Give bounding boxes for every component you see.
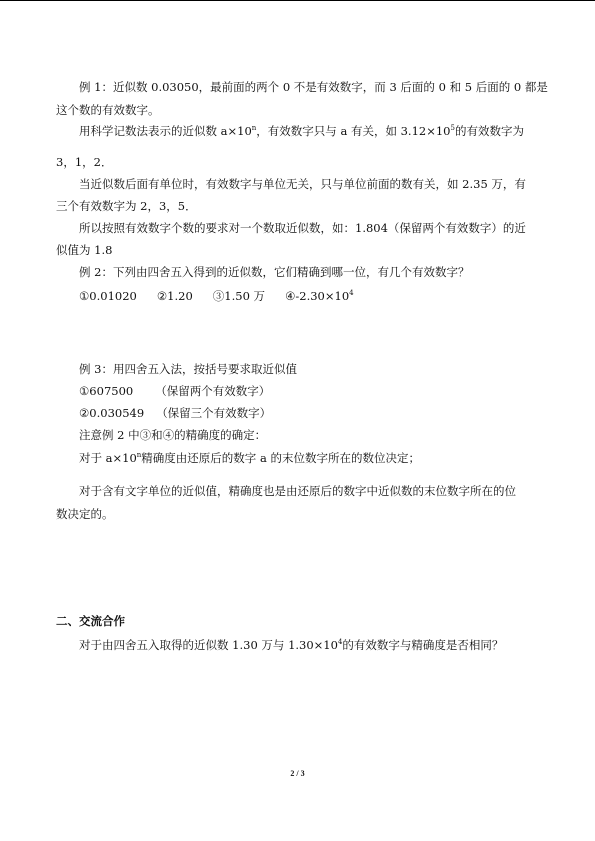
example3-item2: ②0.030549 （保留三个有效数字）: [79, 406, 272, 420]
example2-item: ②1.20: [156, 289, 193, 303]
page-top-border: [0, 0, 595, 1]
example2-item: ③1.50 万: [212, 289, 266, 303]
example3-item1: ①607500 （保留两个有效数字）: [79, 384, 271, 398]
precision-rule2-line2: 数决定的。: [56, 507, 114, 521]
scientific-notation-line: 用科学记数法表示的近似数 $a\times 10^n$，有效数字只与 a 有关，如 $3.12\times 10^5$的有效数字为: [79, 124, 524, 138]
note-line: 注意例 2 中③和④的精确度的确定：: [79, 428, 267, 442]
scientific-notation-digits: 3，1，2．: [56, 155, 113, 169]
unit-rule-line1: 当近似数后面有单位时，有效数字与单位无关，只与单位前面的数有关，如 2.35 万，有: [79, 177, 526, 191]
precision-rule2-line1: 对于含有文字单位的近似值，精确度也是由还原后的数字中近似数的末位数字所在的位: [79, 484, 516, 498]
example2-item: ①0.01020: [79, 289, 137, 303]
precision-rule-line: 对于 $a\times 10^n$精确度由还原后的数字 a 的末位数字所在的数位决定；: [79, 451, 420, 465]
requirement-line2: 似值为 1.8: [56, 243, 113, 257]
section-title: 二、交流合作: [56, 614, 125, 628]
example1-line1: 例 1：近似数 0.03050，最前面的两个 0 不是有效数字，而 3 后面的 0 和 5 后面的 0 都是: [79, 80, 548, 94]
requirement-line1: 所以按照有效数字个数的要求对一个数取近似数，如：1.804（保留两个有效数字）的近: [79, 221, 526, 235]
example2-items: ①0.01020 ②1.20 ③1.50 万 $④-2.30\times 10^4$: [79, 289, 354, 303]
discussion-question: 对于由四舍五入取得的近似数 1.30 万与 $1.30\times 10^4$的有效数字与精确度是否相同？: [79, 638, 504, 652]
unit-rule-line2: 三个有效数字为 2，3，5．: [56, 199, 197, 213]
example2-item: ④-2.30×10: [285, 289, 350, 303]
page-number: 2 / 3: [290, 769, 305, 778]
example3-question: 例 3：用四舍五入法，按括号要求取近似值: [79, 362, 297, 376]
example1-line2: 这个数的有效数字。: [56, 103, 160, 117]
example2-question: 例 2：下列由四舍五入得到的近似数，它们精确到哪一位，有几个有效数字？: [79, 265, 470, 279]
